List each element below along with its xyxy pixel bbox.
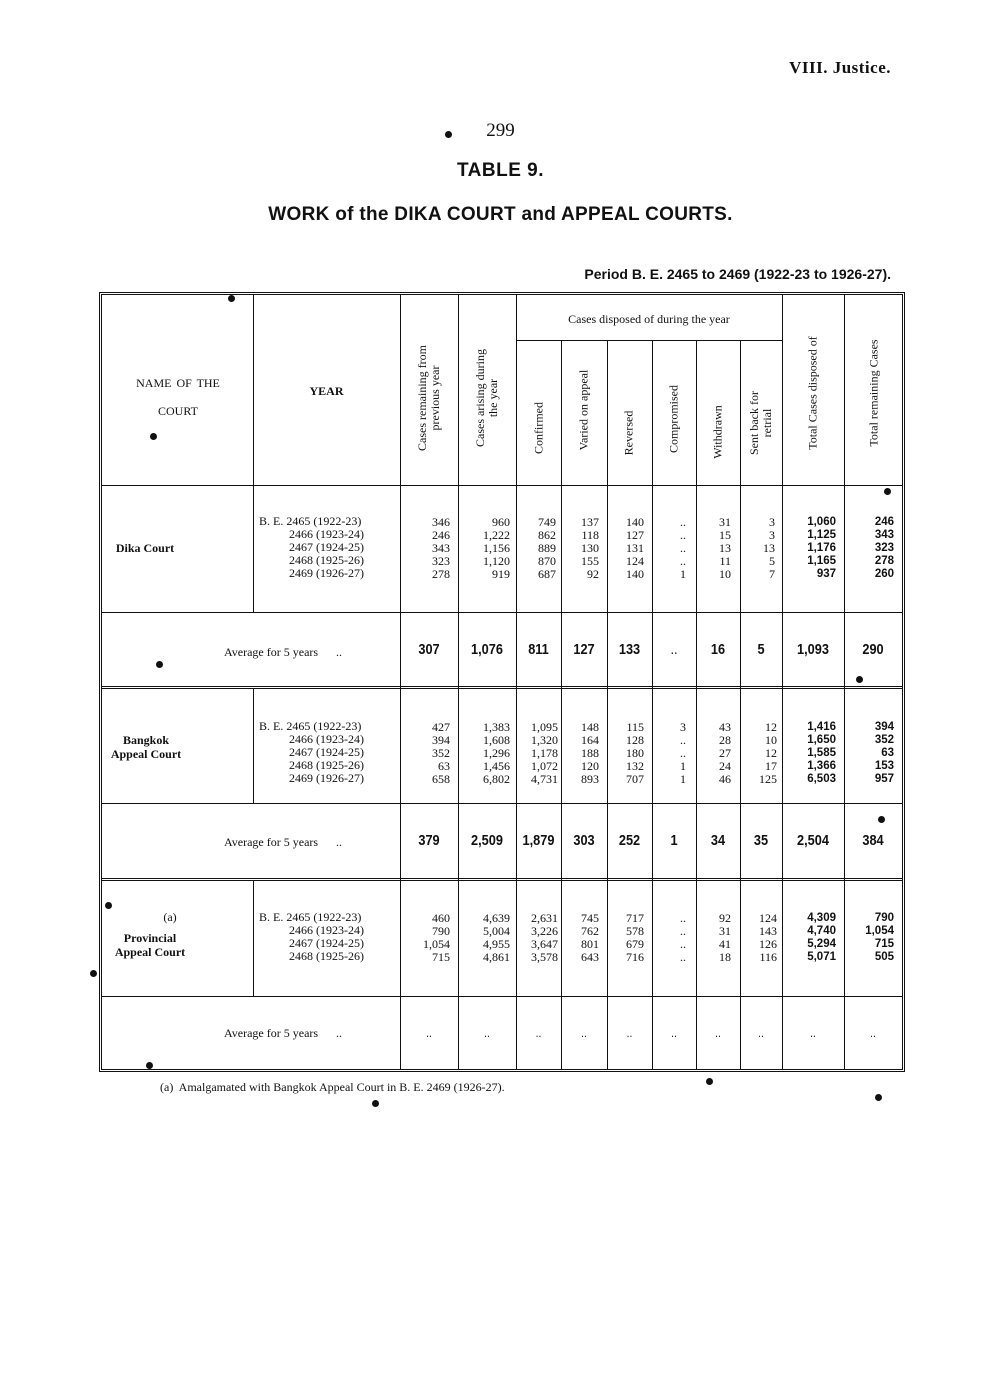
scan-speck [150,433,157,440]
header-varied: Varied on appeal [576,369,591,451]
years-provincial: B. E. 2465 (1922-23) 2466 (1923-24) 2467 (1924-25) 2468 (1925-26) [259,910,364,963]
header-sent-back: Sent back for retrial [747,391,774,455]
years-dika: B. E. 2465 (1922-23) 2466 (1923-24) 2467 (1924-25) 2468 (1925-26) 2469 (1926-27) [259,514,364,580]
header-withdrawn: Withdrawn [710,405,725,459]
dika-confirmed: 749 862 889 870 687 [538,515,556,581]
provincial-average-arising: .. [484,1026,490,1040]
bangkok-average-withdrawn: 34 [710,832,726,849]
scan-speck [105,902,112,909]
footnote: (a) Amalgamated with Bangkok Appeal Court in B. E. 2469 (1926-27). [160,1080,505,1094]
table-number: TABLE 9. [456,160,545,181]
provincial-total-remaining: 790 1,054 715 505 [865,912,894,963]
bangkok-average-label: Average for 5 years .. [224,835,343,849]
provincial-average-total-disposed: .. [810,1026,816,1040]
scan-speck [856,676,863,683]
provincial-remaining-prev: 460 790 1,054 715 [423,911,450,964]
bangkok-average-total-remaining: 384 [862,832,884,849]
provincial-average-confirmed: .. [535,1026,542,1040]
provincial-compromised: .. .. .. .. [680,911,686,964]
header-remaining-prev: Cases remaining from previous year [415,345,442,451]
dika-average-compromised: .. [670,641,678,658]
page-number: 299 [486,120,515,141]
provincial-average-label: Average for 5 years .. [224,1026,343,1040]
disposed-group-rule [516,340,782,341]
bangkok-varied: 148 164 188 120 893 [581,720,599,786]
provincial-average-remaining-prev: .. [426,1026,432,1040]
header-disposed-group: Cases disposed of during the year [568,312,730,326]
scan-speck [706,1078,713,1085]
scan-speck [146,1062,153,1069]
provincial-average-total-remaining: .. [870,1026,876,1040]
dika-average-sent-back: 5 [757,641,765,658]
provincial-withdrawn: 92 31 41 18 [719,911,731,964]
provincial-sent-back: 124 143 126 116 [759,911,777,964]
dika-average-confirmed: 811 [528,641,549,658]
bangkok-remaining-prev: 427 394 352 63 658 [432,720,450,786]
col-rule [516,295,517,1069]
dika-sent-back: 3 3 13 5 7 [763,515,775,581]
bangkok-average-compromised: 1 [670,832,678,849]
bangkok-arising: 1,383 1,608 1,296 1,456 6,802 [483,720,510,786]
bangkok-confirmed: 1,095 1,320 1,178 1,072 4,731 [531,720,558,786]
provincial-average-reversed: .. [626,1026,633,1040]
scan-speck [878,816,885,823]
provincial-varied: 745 762 801 643 [581,911,599,964]
dika-average-total-disposed: 1,093 [797,641,829,658]
dika-average-varied: 127 [573,641,595,658]
dika-average-reversed: 133 [618,641,641,658]
col-rule [740,340,741,1069]
dika-varied: 137 118 130 155 92 [581,515,599,581]
col-rule [561,340,562,1069]
provincial-total-disposed: 4,309 4,740 5,294 5,071 [807,912,836,963]
provincial-average-withdrawn: .. [715,1026,721,1040]
header-year: YEAR [309,384,344,398]
col-rule [458,295,459,1069]
provincial-arising: 4,639 5,004 4,955 4,861 [483,911,510,964]
bangkok-compromised: 3 .. .. 1 1 [680,720,686,786]
bangkok-withdrawn: 43 28 27 24 46 [719,720,731,786]
bangkok-average-remaining-prev: 379 [418,832,440,849]
col-rule [607,340,608,1069]
footnote-mark: (a) [163,910,177,924]
scan-speck [875,1094,882,1101]
dika-average-withdrawn: 16 [710,641,726,658]
header-reversed: Reversed [621,410,636,456]
header-confirmed: Confirmed [531,402,546,454]
section-heading: VIII. Justice. [789,58,891,77]
period-heading: Period B. E. 2465 to 2469 (1922-23 to 1926-27). [584,266,891,282]
scan-speck [90,970,97,977]
provincial-confirmed: 2,631 3,226 3,647 3,578 [531,911,558,964]
header-arising: Cases arising during the year [473,349,500,447]
header-total-disposed: Total Cases disposed of [805,336,820,450]
col-rule [400,295,401,1069]
years-bangkok: B. E. 2465 (1922-23) 2466 (1923-24) 2467 (1924-25) 2468 (1925-26) 2469 (1926-27) [259,719,364,785]
table-title: WORK of the DIKA COURT and APPEAL COURTS. [268,204,733,225]
col-rule [782,295,783,1069]
provincial-reversed: 717 578 679 716 [626,911,644,964]
scan-speck [228,295,235,302]
provincial-average-sent-back: .. [758,1026,764,1040]
bangkok-total-remaining: 394 352 63 153 957 [874,721,894,785]
header-total-remaining: Total remaining Cases [866,339,881,447]
provincial-average-varied: .. [581,1026,587,1040]
dika-average-total-remaining: 290 [862,641,884,658]
dika-total-remaining: 246 343 323 278 260 [874,516,894,580]
col-rule [844,295,845,1069]
dika-remaining-prev: 346 246 343 323 278 [432,515,450,581]
col-rule [253,295,254,613]
provincial-average-compromised: .. [671,1026,677,1040]
court-name-dika: Dika Court [115,541,175,555]
dika-total-disposed: 1,060 1,125 1,176 1,165 937 [807,516,836,580]
col-rule [652,340,653,1069]
bangkok-average-arising: 2,509 [471,832,503,849]
bangkok-average-reversed: 252 [618,832,641,849]
bangkok-average-sent-back: 35 [753,832,769,849]
col-rule [253,880,254,996]
dika-average-label: Average for 5 years .. [224,645,343,659]
scan-speck [445,131,452,138]
dika-reversed: 140 127 131 124 140 [626,515,644,581]
bangkok-sent-back: 12 10 12 17 125 [759,720,777,786]
court-name-provincial: Provincial Appeal Court [114,931,186,959]
dika-compromised: .. .. .. .. 1 [680,515,686,581]
bangkok-average-varied: 303 [573,832,595,849]
header-compromised: Compromised [666,385,681,453]
dika-average-arising: 1,076 [471,641,503,658]
scan-speck [156,661,163,668]
bangkok-average-total-disposed: 2,504 [797,832,829,849]
bangkok-reversed: 115 128 180 132 707 [626,720,644,786]
scan-speck [884,488,891,495]
dika-arising: 960 1,222 1,156 1,120 919 [483,515,510,581]
col-rule [253,688,254,803]
header-court: NAME OF THE COURT [136,376,220,418]
bangkok-average-confirmed: 1,879 [522,832,555,849]
court-name-bangkok: Bangkok Appeal Court [110,733,182,761]
scan-speck [372,1100,379,1107]
dika-withdrawn: 31 15 13 11 10 [719,515,731,581]
col-rule [696,340,697,1069]
bangkok-total-disposed: 1,416 1,650 1,585 1,366 6,503 [807,721,836,785]
dika-average-remaining-prev: 307 [418,641,440,658]
